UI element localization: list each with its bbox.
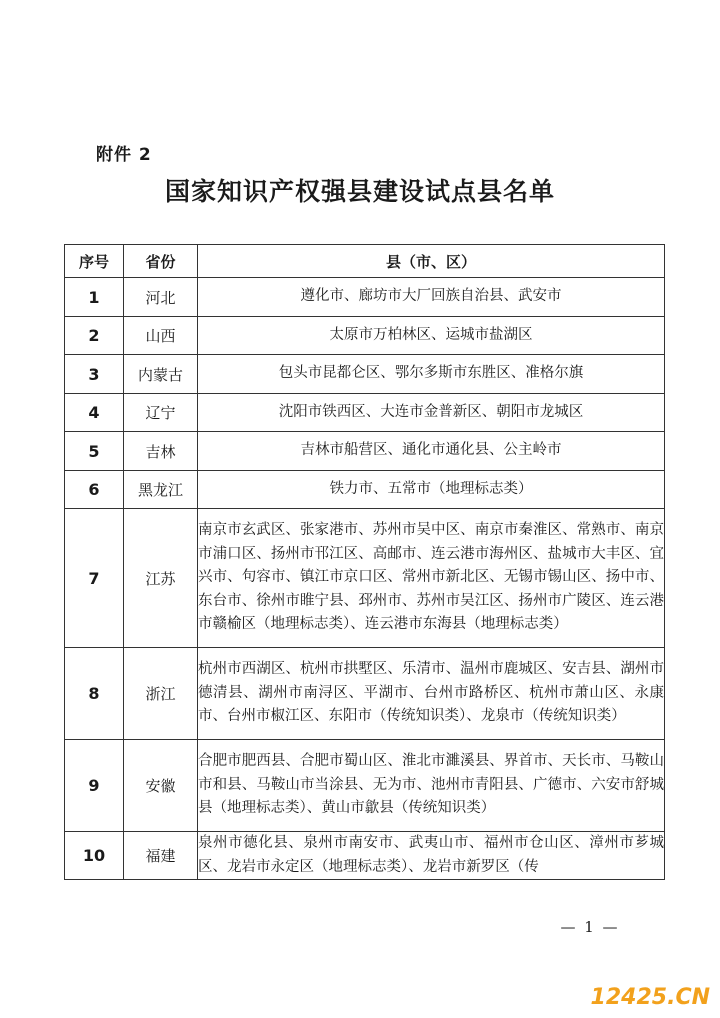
row-counties: 合肥市肥西县、合肥市蜀山区、淮北市濉溪县、界首市、天长市、马鞍山市和县、马鞍山市当涂县、无为市、池州市青阳县、广德市、六安市舒城县（地理标志类）、黄山市歙县（传统知识类） — [198, 740, 665, 832]
column-header-counties: 县（市、区） — [198, 245, 665, 278]
row-province: 河北 — [124, 278, 198, 317]
row-counties: 南京市玄武区、张家港市、苏州市吴中区、南京市秦淮区、常熟市、南京市浦口区、扬州市邗江区、高邮市、连云港市海州区、盐城市大丰区、宜兴市、句容市、镇江市京口区、常州市新北区、无锡市锡山区、扬中市、东台市、徐州市睢宁县、邳州市、苏州市吴江区、扬州市广陵区、连云港市赣榆区（地理标志类）、连云港市东海县（地理标志类） — [198, 509, 665, 648]
row-counties: 泉州市德化县、泉州市南安市、武夷山市、福州市仓山区、漳州市芗城区、龙岩市永定区（地理标志类）、龙岩市新罗区（传 — [198, 832, 665, 880]
row-province: 黑龙江 — [124, 471, 198, 509]
page-number: — 1 — — [560, 918, 620, 936]
row-counties: 太原市万柏林区、运城市盐湖区 — [198, 317, 665, 355]
column-header-province: 省份 — [124, 245, 198, 278]
document-title: 国家知识产权强县建设试点县名单 — [164, 177, 555, 206]
row-number: 6 — [65, 471, 124, 509]
row-number: 10 — [65, 832, 124, 880]
row-counties: 包头市昆都仑区、鄂尔多斯市东胜区、准格尔旗 — [198, 355, 665, 394]
table-row — [65, 278, 665, 317]
row-province: 福建 — [124, 832, 198, 880]
row-number: 7 — [65, 509, 124, 648]
table-row — [65, 394, 665, 432]
table-row — [65, 509, 665, 648]
table-row — [65, 432, 665, 471]
table-row — [65, 648, 665, 740]
row-counties: 沈阳市铁西区、大连市金普新区、朝阳市龙城区 — [198, 394, 665, 432]
attachment-label: 附件 2 — [96, 145, 152, 165]
row-counties: 铁力市、五常市（地理标志类） — [198, 471, 665, 509]
row-province: 辽宁 — [124, 394, 198, 432]
site-watermark: 12425.CN — [590, 985, 710, 1010]
row-number: 3 — [65, 355, 124, 394]
table-row — [65, 832, 665, 880]
row-number: 1 — [65, 278, 124, 317]
row-number: 4 — [65, 394, 124, 432]
row-counties: 遵化市、廊坊市大厂回族自治县、武安市 — [198, 278, 665, 317]
table-row — [65, 471, 665, 509]
row-counties: 杭州市西湖区、杭州市拱墅区、乐清市、温州市鹿城区、安吉县、湖州市德清县、湖州市南浔区、平湖市、台州市路桥区、杭州市萧山区、永康市、台州市椒江区、东阳市（传统知识类）、龙泉市（传统知识类） — [198, 648, 665, 740]
column-header-number: 序号 — [65, 245, 124, 278]
row-province: 内蒙古 — [124, 355, 198, 394]
row-counties: 吉林市船营区、通化市通化县、公主岭市 — [198, 432, 665, 471]
row-province: 安徽 — [124, 740, 198, 832]
table-header-row — [65, 245, 665, 278]
row-number: 2 — [65, 317, 124, 355]
table-row — [65, 317, 665, 355]
row-province: 山西 — [124, 317, 198, 355]
row-province: 浙江 — [124, 648, 198, 740]
row-number: 5 — [65, 432, 124, 471]
row-number: 8 — [65, 648, 124, 740]
table-row — [65, 740, 665, 832]
row-province: 吉林 — [124, 432, 198, 471]
row-province: 江苏 — [124, 509, 198, 648]
pilot-county-table — [64, 244, 665, 880]
table-row — [65, 355, 665, 394]
row-number: 9 — [65, 740, 124, 832]
